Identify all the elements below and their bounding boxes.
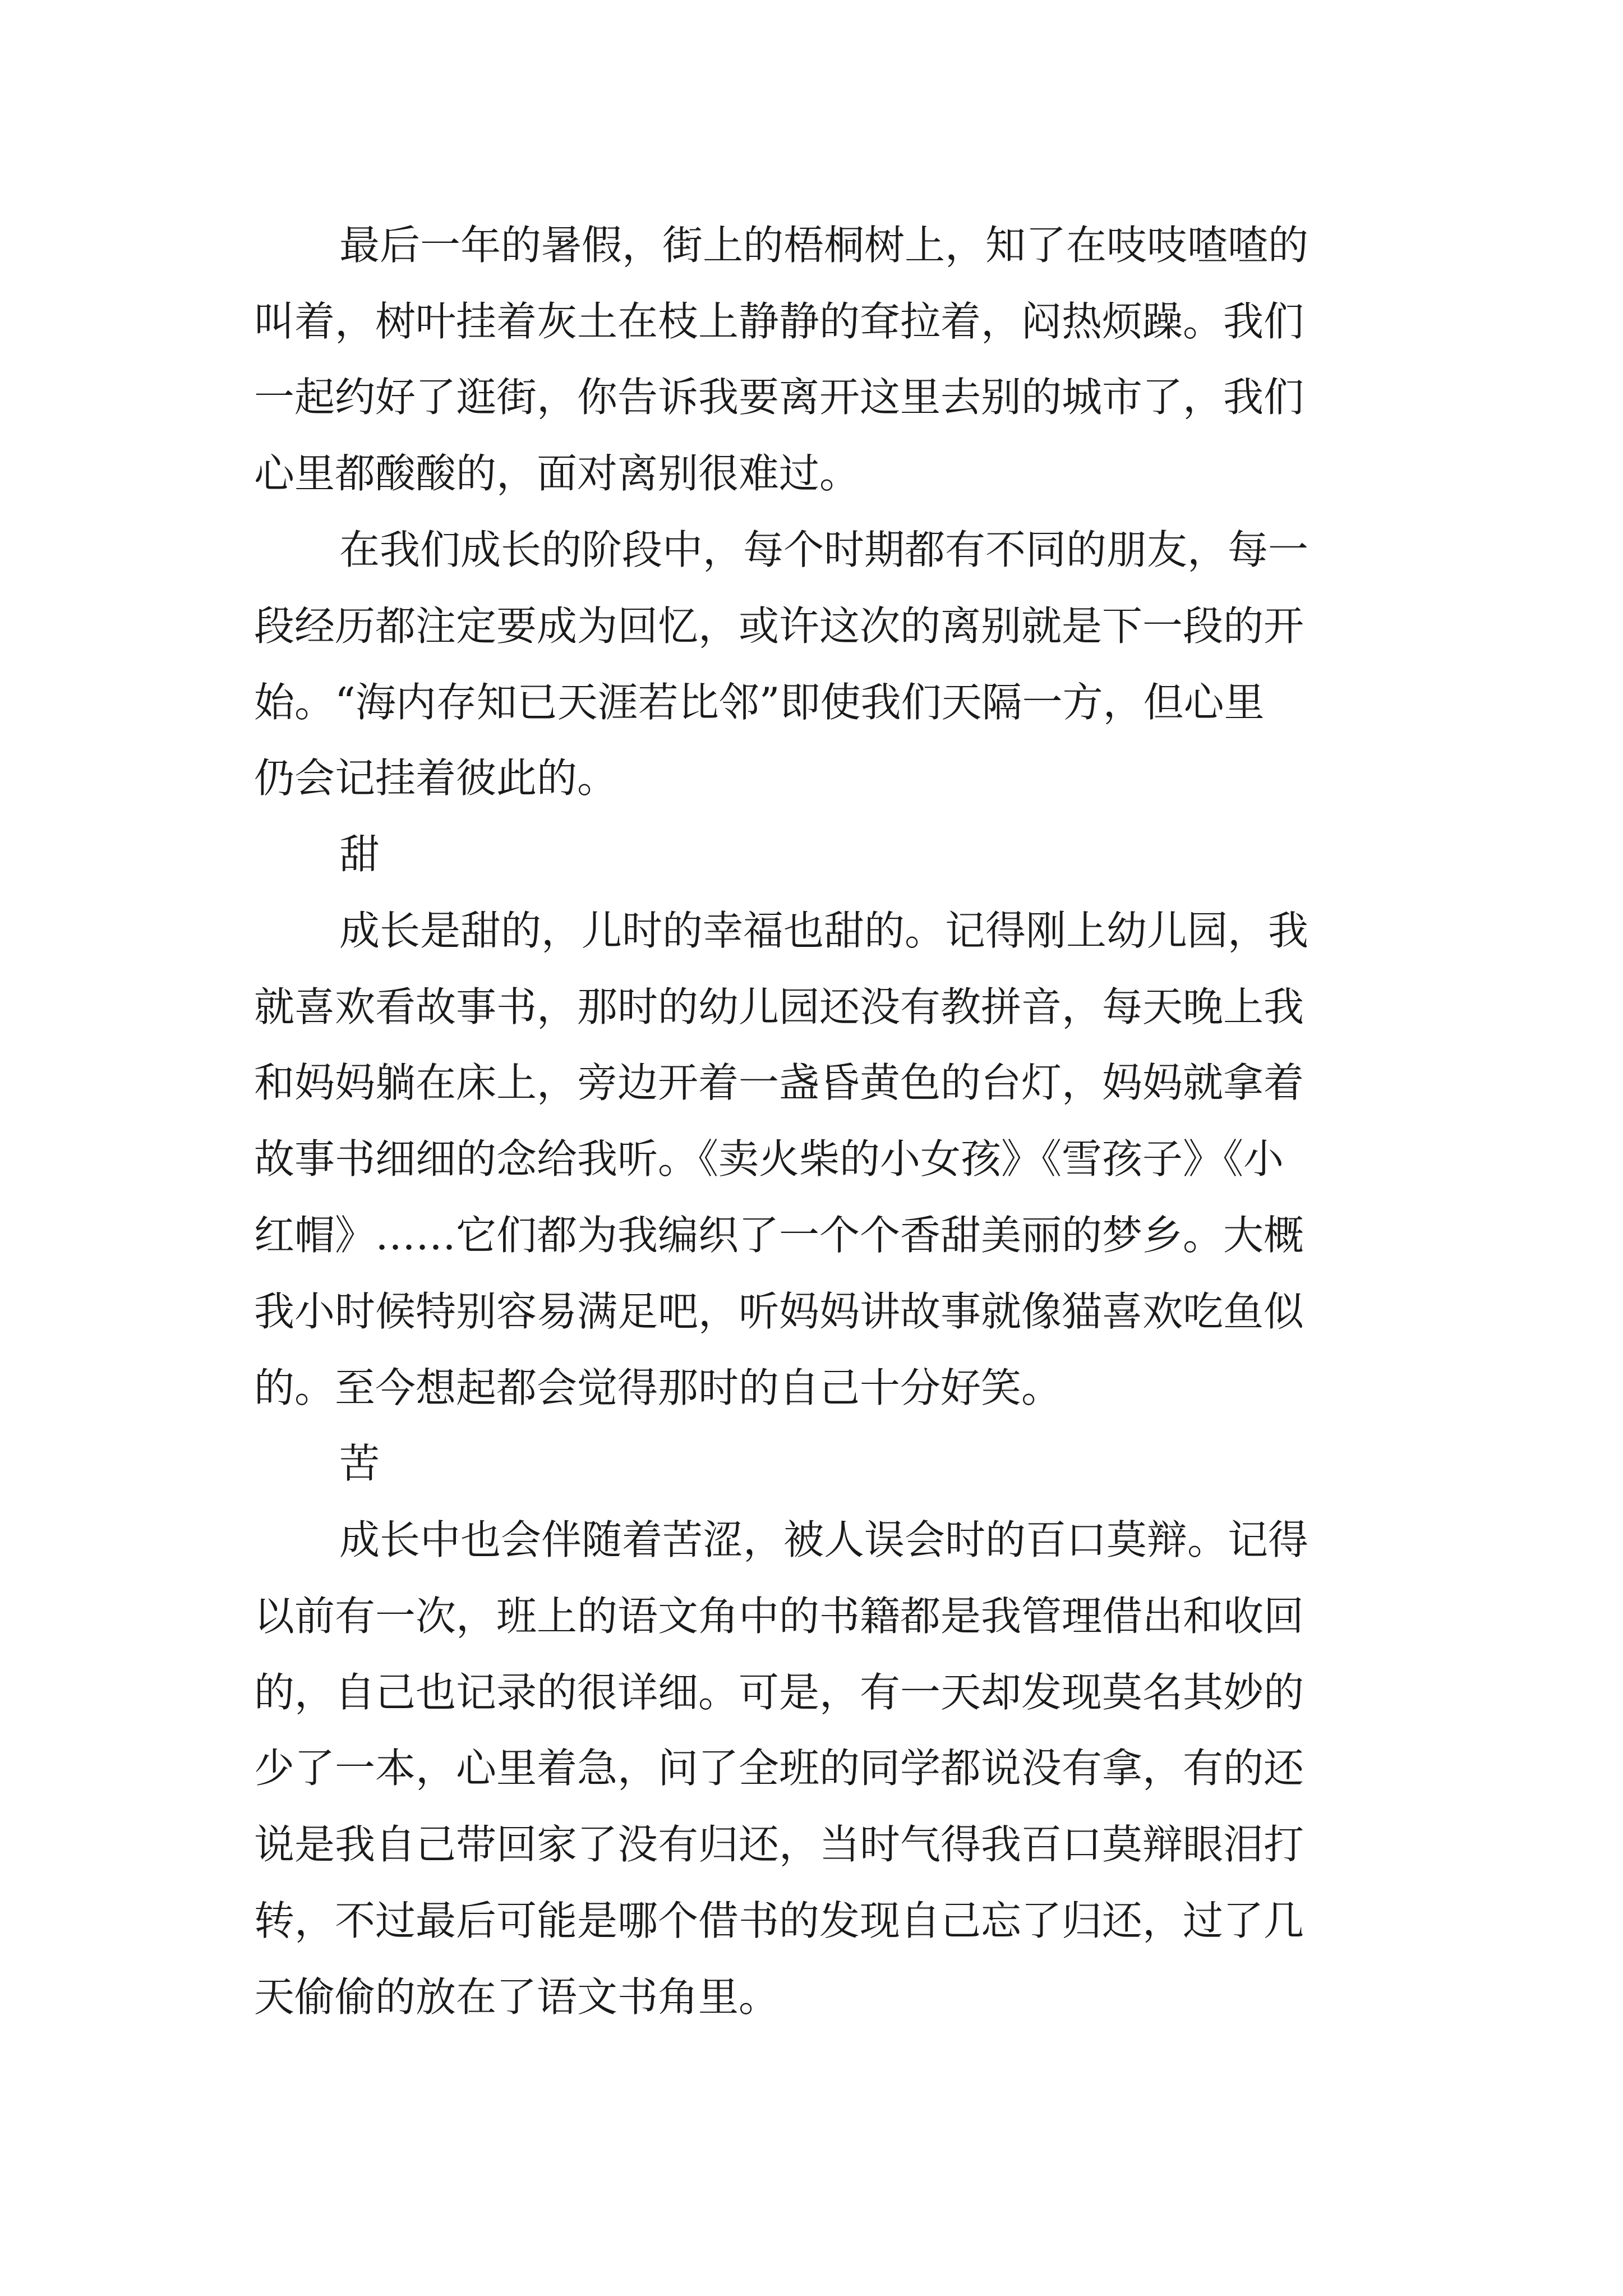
text-line: 在我们成长的阶段中，每个时期都有不同的朋友，每一 [339,526,1309,573]
text-line: 叫着，树叶挂着灰土在枝上静静的耷拉着，闷热烦躁。我们 [254,298,1304,345]
section-heading: 苦 [339,1440,380,1487]
text-line: 说是我自己带回家了没有归还，当时气得我百口莫辩眼泪打 [254,1821,1304,1868]
text-line: 一起约好了逛街，你告诉我要离开这里去别的城市了，我们 [254,374,1304,421]
text-line: 仍会记挂着彼此的。 [254,754,618,802]
text-line: 段经历都注定要成为回忆，或许这次的离别就是下一段的开 [254,602,1304,650]
text-line: 的。至今想起都会觉得那时的自己十分好笑。 [254,1364,1062,1411]
text-line: 我小时候特别容易满足吧，听妈妈讲故事就像猫喜欢吃鱼似 [254,1288,1304,1335]
text-line: 就喜欢看故事书，那时的幼儿园还没有教拼音，每天晚上我 [254,983,1304,1030]
text-line: 红帽》……它们都为我编织了一个个香甜美丽的梦乡。大概 [254,1212,1304,1259]
text-line: 天偷偷的放在了语文书角里。 [254,1973,780,2021]
text-line: 始。“海内存知已天涯若比邻”即使我们天隔一方，但心里 [254,679,1265,726]
text-line: 少了一本，心里着急，问了全班的同学都说没有拿，有的还 [254,1745,1304,1792]
text-line: 以前有一次，班上的语文角中的书籍都是我管理借出和收回 [254,1593,1304,1640]
text-line: 和妈妈躺在床上，旁边开着一盏昏黄色的台灯，妈妈就拿着 [254,1059,1304,1106]
section-heading: 甜 [339,831,380,878]
text-line: 最后一年的暑假，街上的梧桐树上，知了在吱吱喳喳的 [339,222,1309,269]
text-line: 故事书细细的念给我听。《卖火柴的小女孩》《雪孩子》《小 [254,1135,1284,1182]
text-line: 成长中也会伴随着苦涩，被人误会时的百口莫辩。记得 [339,1516,1309,1563]
text-line: 的，自己也记录的很详细。可是，有一天却发现莫名其妙的 [254,1669,1304,1716]
text-line: 心里都酸酸的，面对离别很难过。 [254,450,860,497]
text-line: 成长是甜的，儿时的幸福也甜的。记得刚上幼儿园，我 [339,907,1309,954]
text-line: 转，不过最后可能是哪个借书的发现自己忘了归还，过了几 [254,1897,1304,1944]
